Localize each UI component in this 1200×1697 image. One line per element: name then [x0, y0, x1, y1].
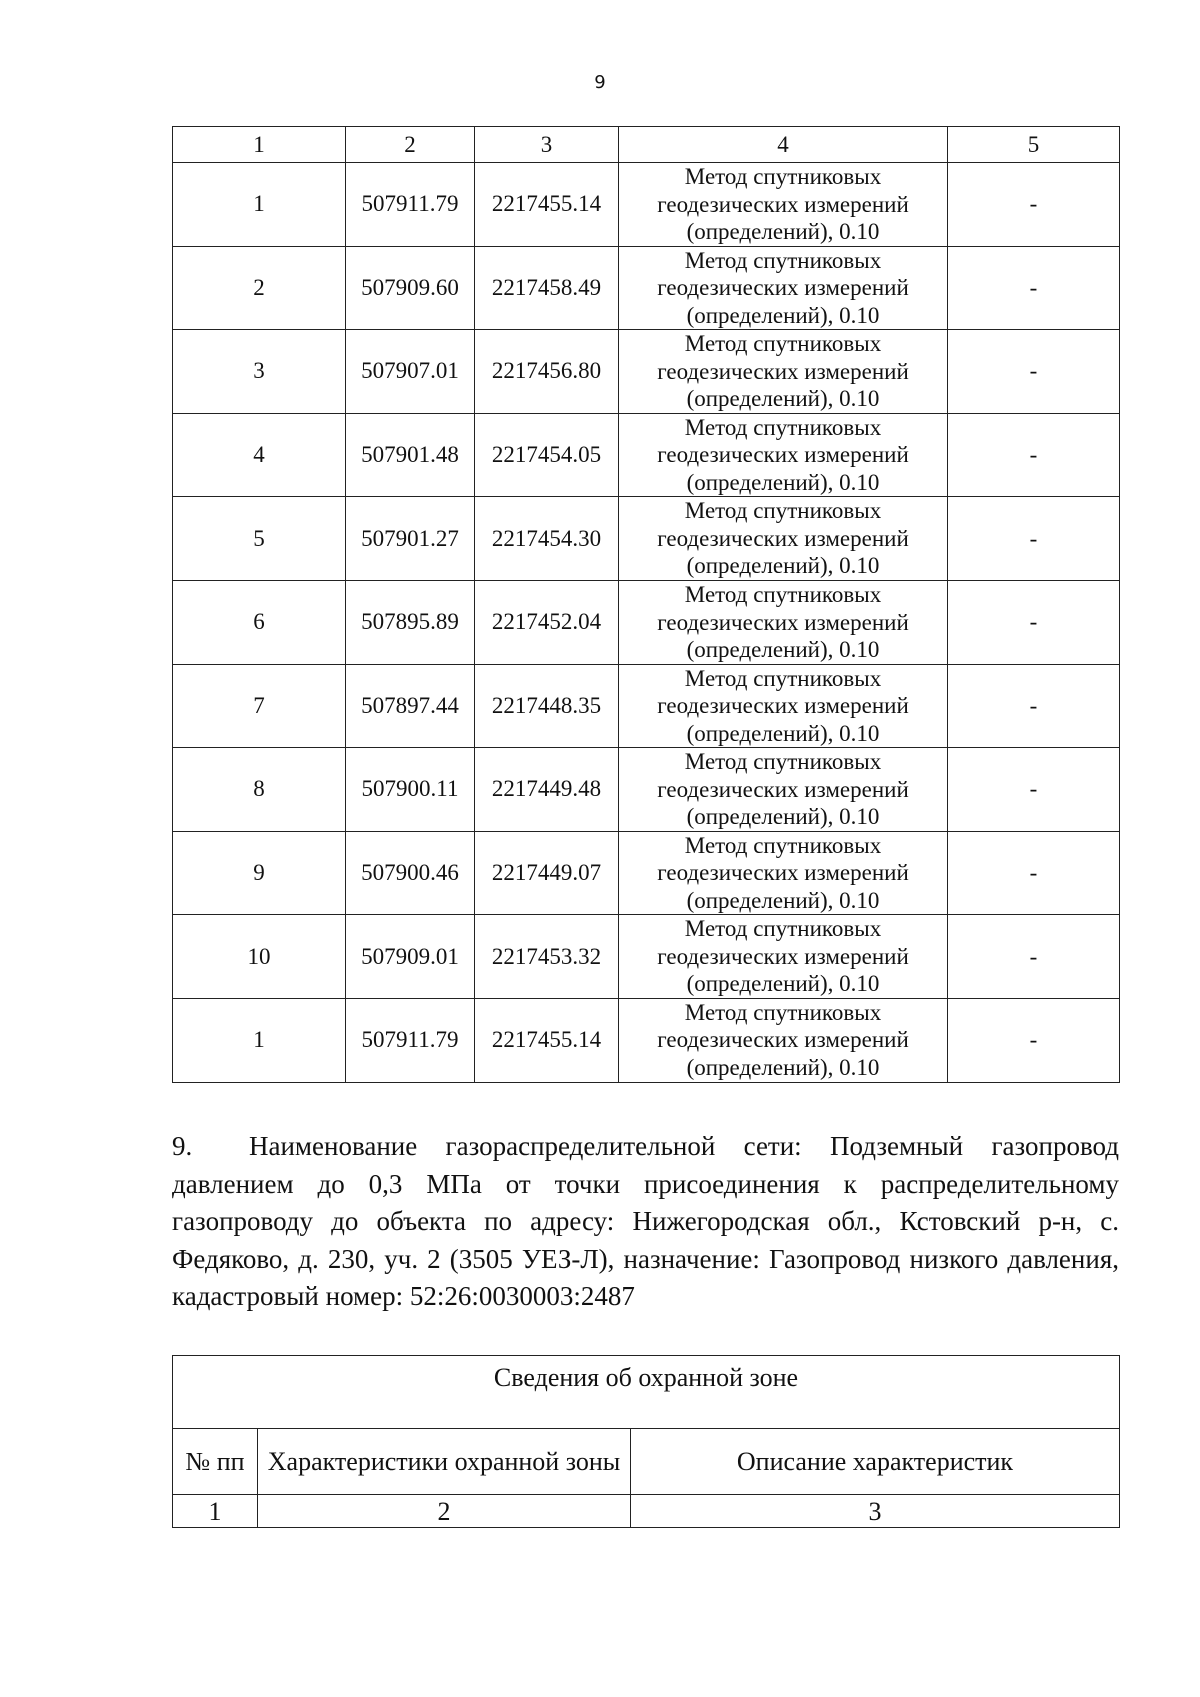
method-line: (определений), 0.10: [686, 720, 880, 746]
method-cell: [619, 497, 948, 581]
network-description: [172, 1128, 1119, 1316]
x-coordinate-cell: 507911.79: [346, 998, 475, 1082]
point-number-cell: 8: [173, 748, 346, 832]
method-line: (определений), 0.10: [686, 386, 880, 412]
column-number-5: 5: [948, 127, 1120, 163]
method-line: (определений), 0.10: [686, 553, 880, 579]
method-line: геодезических измерений: [657, 609, 909, 635]
note-cell: -: [948, 664, 1120, 748]
note-cell: -: [948, 998, 1120, 1082]
y-coordinate-cell: 2217449.48: [475, 748, 619, 832]
method-line: Метод спутниковых: [684, 832, 882, 858]
table-row: [173, 831, 1120, 915]
method-cell: [619, 748, 948, 832]
zone-header-number: № пп: [173, 1429, 258, 1495]
method-cell: [619, 330, 948, 414]
method-line: геодезических измерений: [657, 275, 909, 301]
method-line: (определений), 0.10: [686, 219, 880, 245]
method-line: геодезических измерений: [657, 525, 909, 551]
point-number-cell: 2: [173, 246, 346, 330]
zone-column-number-3: 3: [631, 1495, 1120, 1528]
table-row: [173, 580, 1120, 664]
zone-table-title: Сведения об охранной зоне: [173, 1356, 1120, 1429]
method-cell: [619, 163, 948, 247]
x-coordinate-cell: 507901.48: [346, 413, 475, 497]
method-line: геодезических измерений: [657, 358, 909, 384]
table-header-row: [173, 127, 1120, 163]
table-row: [173, 664, 1120, 748]
method-line: геодезических измерений: [657, 442, 909, 468]
method-cell: [619, 413, 948, 497]
method-line: (определений), 0.10: [686, 887, 880, 913]
table-row: [173, 748, 1120, 832]
column-number-2: 2: [346, 127, 475, 163]
y-coordinate-cell: 2217458.49: [475, 246, 619, 330]
page-number: 9: [594, 72, 606, 93]
point-number-cell: 7: [173, 664, 346, 748]
y-coordinate-cell: 2217454.30: [475, 497, 619, 581]
note-cell: -: [948, 330, 1120, 414]
coordinates-table: [172, 126, 1120, 1083]
column-number-3: 3: [475, 127, 619, 163]
method-line: Метод спутниковых: [684, 414, 882, 440]
point-number-cell: 10: [173, 915, 346, 999]
method-line: геодезических измерений: [657, 943, 909, 969]
method-line: геодезических измерений: [657, 776, 909, 802]
point-number-cell: 9: [173, 831, 346, 915]
note-cell: -: [948, 163, 1120, 247]
table-row: [173, 330, 1120, 414]
method-cell: [619, 831, 948, 915]
x-coordinate-cell: 507909.60: [346, 246, 475, 330]
method-line: (определений), 0.10: [686, 971, 880, 997]
note-cell: -: [948, 497, 1120, 581]
y-coordinate-cell: 2217454.05: [475, 413, 619, 497]
paragraph-text: Наименование газораспределительной сети: Подземный газопровод давлением до 0,3 МПа от точки присоединения к распределительному газопроводу до объекта по адресу: Нижегородская обл., Кстовский р-н, с. Федяково, д. 230, уч. 2 (3505 УЕЗ-Л), назначение: Газопровод низкого давления, кадастровый номер: 52:26:0030003:2487: [172, 1131, 1119, 1311]
point-number-cell: 1: [173, 163, 346, 247]
y-coordinate-cell: 2217452.04: [475, 580, 619, 664]
method-cell: [619, 664, 948, 748]
method-line: Метод спутниковых: [684, 665, 882, 691]
method-line: Метод спутниковых: [684, 582, 882, 608]
method-line: Метод спутниковых: [684, 916, 882, 942]
zone-column-number-1: 1: [173, 1495, 258, 1528]
method-cell: [619, 246, 948, 330]
method-line: Метод спутниковых: [684, 749, 882, 775]
method-line: Метод спутниковых: [684, 331, 882, 357]
paragraph-number: 9.: [172, 1131, 193, 1161]
table-row: [173, 413, 1120, 497]
method-line: Метод спутниковых: [684, 999, 882, 1025]
column-number-4: 4: [619, 127, 948, 163]
note-cell: -: [948, 580, 1120, 664]
y-coordinate-cell: 2217455.14: [475, 998, 619, 1082]
protection-zone-table: [172, 1355, 1120, 1528]
column-number-1: 1: [173, 127, 346, 163]
table-row: [173, 246, 1120, 330]
note-cell: -: [948, 748, 1120, 832]
x-coordinate-cell: 507911.79: [346, 163, 475, 247]
x-coordinate-cell: 507900.11: [346, 748, 475, 832]
method-line: Метод спутниковых: [684, 247, 882, 273]
y-coordinate-cell: 2217449.07: [475, 831, 619, 915]
method-line: (определений), 0.10: [686, 637, 880, 663]
method-cell: [619, 580, 948, 664]
y-coordinate-cell: 2217453.32: [475, 915, 619, 999]
method-line: Метод спутниковых: [684, 164, 882, 190]
zone-numbers-row: [173, 1495, 1120, 1528]
method-line: геодезических измерений: [657, 1027, 909, 1053]
method-line: (определений), 0.10: [686, 302, 880, 328]
x-coordinate-cell: 507907.01: [346, 330, 475, 414]
x-coordinate-cell: 507895.89: [346, 580, 475, 664]
table-row: [173, 497, 1120, 581]
zone-header-row: [173, 1429, 1120, 1495]
point-number-cell: 6: [173, 580, 346, 664]
zone-title-row: [173, 1356, 1120, 1429]
note-cell: -: [948, 915, 1120, 999]
y-coordinate-cell: 2217455.14: [475, 163, 619, 247]
method-line: (определений), 0.10: [686, 469, 880, 495]
note-cell: -: [948, 246, 1120, 330]
y-coordinate-cell: 2217456.80: [475, 330, 619, 414]
note-cell: -: [948, 831, 1120, 915]
method-cell: [619, 915, 948, 999]
table-row: [173, 915, 1120, 999]
method-cell: [619, 998, 948, 1082]
zone-column-number-2: 2: [258, 1495, 631, 1528]
zone-header-description: Описание характеристик: [631, 1429, 1120, 1495]
point-number-cell: 4: [173, 413, 346, 497]
table-row: [173, 998, 1120, 1082]
zone-header-characteristics: Характеристики охранной зоны: [258, 1429, 631, 1495]
y-coordinate-cell: 2217448.35: [475, 664, 619, 748]
x-coordinate-cell: 507901.27: [346, 497, 475, 581]
method-line: (определений), 0.10: [686, 1054, 880, 1080]
point-number-cell: 5: [173, 497, 346, 581]
x-coordinate-cell: 507909.01: [346, 915, 475, 999]
note-cell: -: [948, 413, 1120, 497]
method-line: геодезических измерений: [657, 191, 909, 217]
method-line: Метод спутниковых: [684, 498, 882, 524]
table-row: [173, 163, 1120, 247]
method-line: геодезических измерений: [657, 860, 909, 886]
point-number-cell: 1: [173, 998, 346, 1082]
x-coordinate-cell: 507900.46: [346, 831, 475, 915]
method-line: геодезических измерений: [657, 693, 909, 719]
point-number-cell: 3: [173, 330, 346, 414]
method-line: (определений), 0.10: [686, 804, 880, 830]
x-coordinate-cell: 507897.44: [346, 664, 475, 748]
